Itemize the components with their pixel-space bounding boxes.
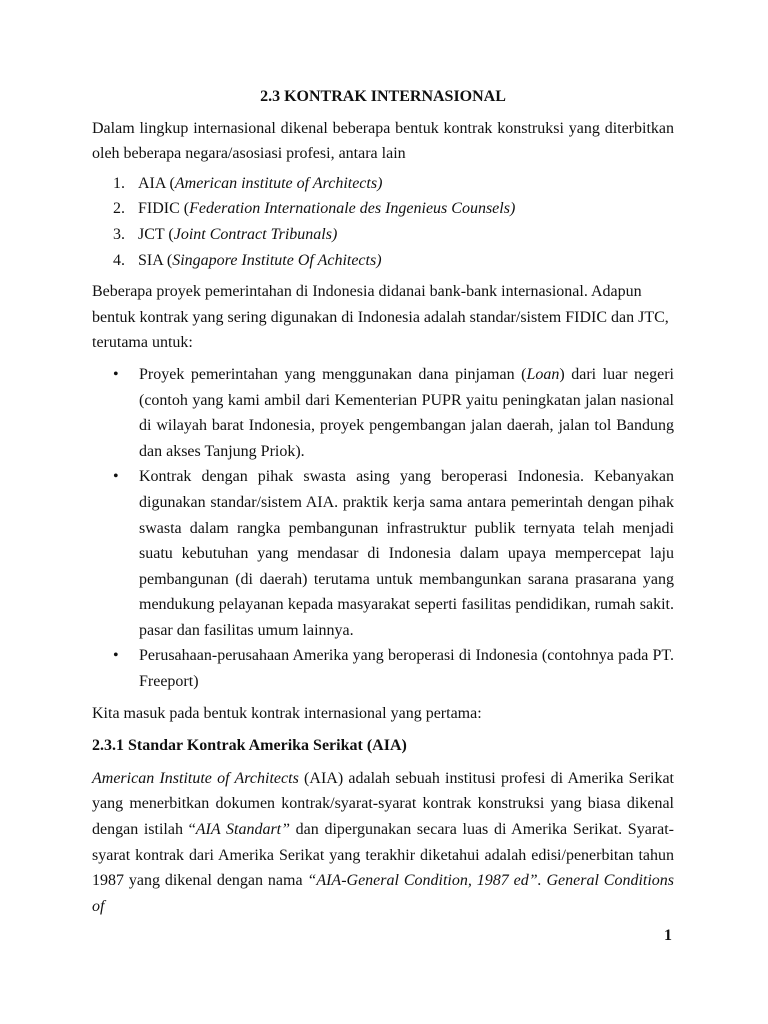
bullet-item: • Proyek pemerintahan yang menggunakan dana pinjaman (Loan) dari luar negeri (contoh yang kami ambil dari Kementerian PUPR yaitu peningkatan jalan nasional di wilayah barat Indonesia, proyek pengembangan jalan daerah, jalan tol Bandung dan akses Tanjung Priok). xyxy=(92,362,674,464)
intro-paragraph: Dalam lingkup internasional dikenal beberapa bentuk kontrak konstruksi yang diterbitkan oleh beberapa negara/asosiasi profesi, antara lain xyxy=(92,119,674,163)
bullet-icon: • xyxy=(113,468,119,486)
paragraph-funding: Beberapa proyek pemerintahan di Indonesia didanai bank-bank internasional. Adapun bentuk kontrak yang sering digunakan di Indonesia adalah standar/sistem FIDIC dan JTC, terutama untuk: xyxy=(92,283,669,352)
bullet-icon: • xyxy=(113,647,119,665)
page-number: 1 xyxy=(664,927,672,944)
paragraph-intro-aia: Kita masuk pada bentuk kontrak internasional yang pertama: xyxy=(92,704,482,722)
list-item: 1. AIA (American institute of Architects) xyxy=(113,174,383,192)
section-title: 2.3 KONTRAK INTERNASIONAL xyxy=(260,88,506,105)
list-item: 4. SIA (Singapore Institute Of Achitects) xyxy=(113,251,382,269)
list-item: 3. JCT (Joint Contract Tribunals) xyxy=(113,225,338,243)
bullet-item: • Kontrak dengan pihak swasta asing yang beroperasi Indonesia. Kebanyakan digunakan standar/sistem AIA. praktik kerja sama antara pemerintah dengan pihak swasta dalam rangka pembangunan infrastruktur publik ternyata telah menjadi suatu kebutuhan yang mendasar di Indonesia dalam upaya mempercepat laju pembangunan (di daerah) terutama untuk membangunkan sarana prasarana yang mendukung pelayanan kepada masyarakat seperti fasilitas pendidikan, rumah sakit. pasar dan fasilitas umum lainnya. xyxy=(92,464,674,643)
aia-paragraph: American Institute of Architects (AIA) adalah sebuah institusi profesi di Amerika Serikat yang menerbitkan dokumen kontrak/syarat-syarat kontrak konstruksi yang biasa dikenal dengan istilah “AIA Standart” dan dipergunakan secara luas di Amerika Serikat. Syarat-syarat kontrak dari Amerika Serikat yang terakhir diketahui adalah edisi/penerbitan tahun 1987 yang dikenal dengan nama “AIA-General Condition, 1987 ed”. General Conditions of xyxy=(92,769,674,915)
list-item: 2. FIDIC (Federation Internationale des Ingenieus Counsels) xyxy=(113,200,516,218)
subsection-heading: 2.3.1 Standar Kontrak Amerika Serikat (AIA) xyxy=(92,737,407,755)
document-body xyxy=(92,84,674,919)
bullet-icon: • xyxy=(113,365,119,383)
bullet-item: • Perusahaan-perusahaan Amerika yang beroperasi di Indonesia (contohnya pada PT. Freeport) xyxy=(92,643,674,694)
